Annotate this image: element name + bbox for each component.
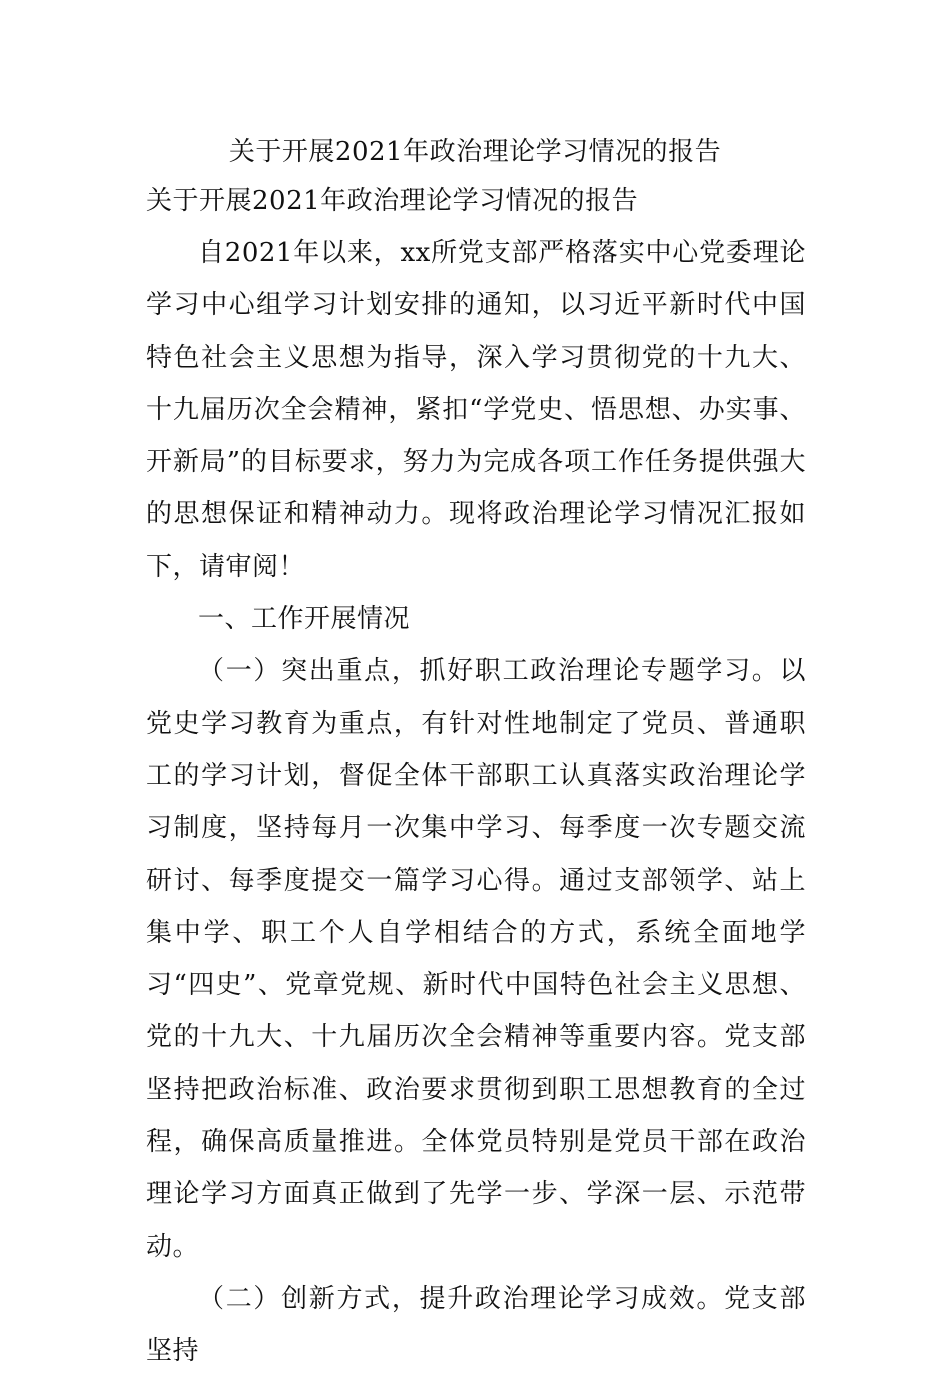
document-subtitle: 关于开展2021年政治理论学习情况的报告	[146, 186, 639, 216]
paragraph-innovation: （二）创新方式，提升政治理论学习成效。党支部坚持	[146, 1283, 806, 1367]
section-heading-work: 一、工作开展情况	[198, 604, 411, 635]
paragraph-intro: 自2021年以来，xx所党支部严格落实中心党委理论学习中心组学习计划安排的通知，以习近平新时代中国特色社会主义思想为指导，深入学习贯彻党的十九大、十九届历次全会精神，紧扣“学党史、悟思想、办实事、开新局”的目标要求，努力为完成各项工作任务提供强大的思想保证和精神动力。现将政治理论学习情况汇报如下，请审阅！	[146, 238, 806, 582]
paragraph-focus-study: （一）突出重点，抓好职工政治理论专题学习。以党史学习教育为重点，有针对性地制定了党员、普通职工的学习计划，督促全体干部职工认真落实政治理论学习制度，坚持每月一次集中学习、每季度一次专题交流研讨、每季度提交一篇学习心得。通过支部领学、站上集中学、职工个人自学相结合的方式，系统全面地学习“四史”、党章党规、新时代中国特色社会主义思想、党的十九大、十九届历次全会精神等重要内容。党支部坚持把政治标准、政治要求贯彻到职工思想教育的全过程，确保高质量推进。全体党员特别是党员干部在政治理论学习方面真正做到了先学一步、学深一层、示范带动。	[146, 656, 806, 1262]
document-body	[146, 227, 806, 1378]
document-title: 关于开展2021年政治理论学习情况的报告	[228, 137, 722, 167]
